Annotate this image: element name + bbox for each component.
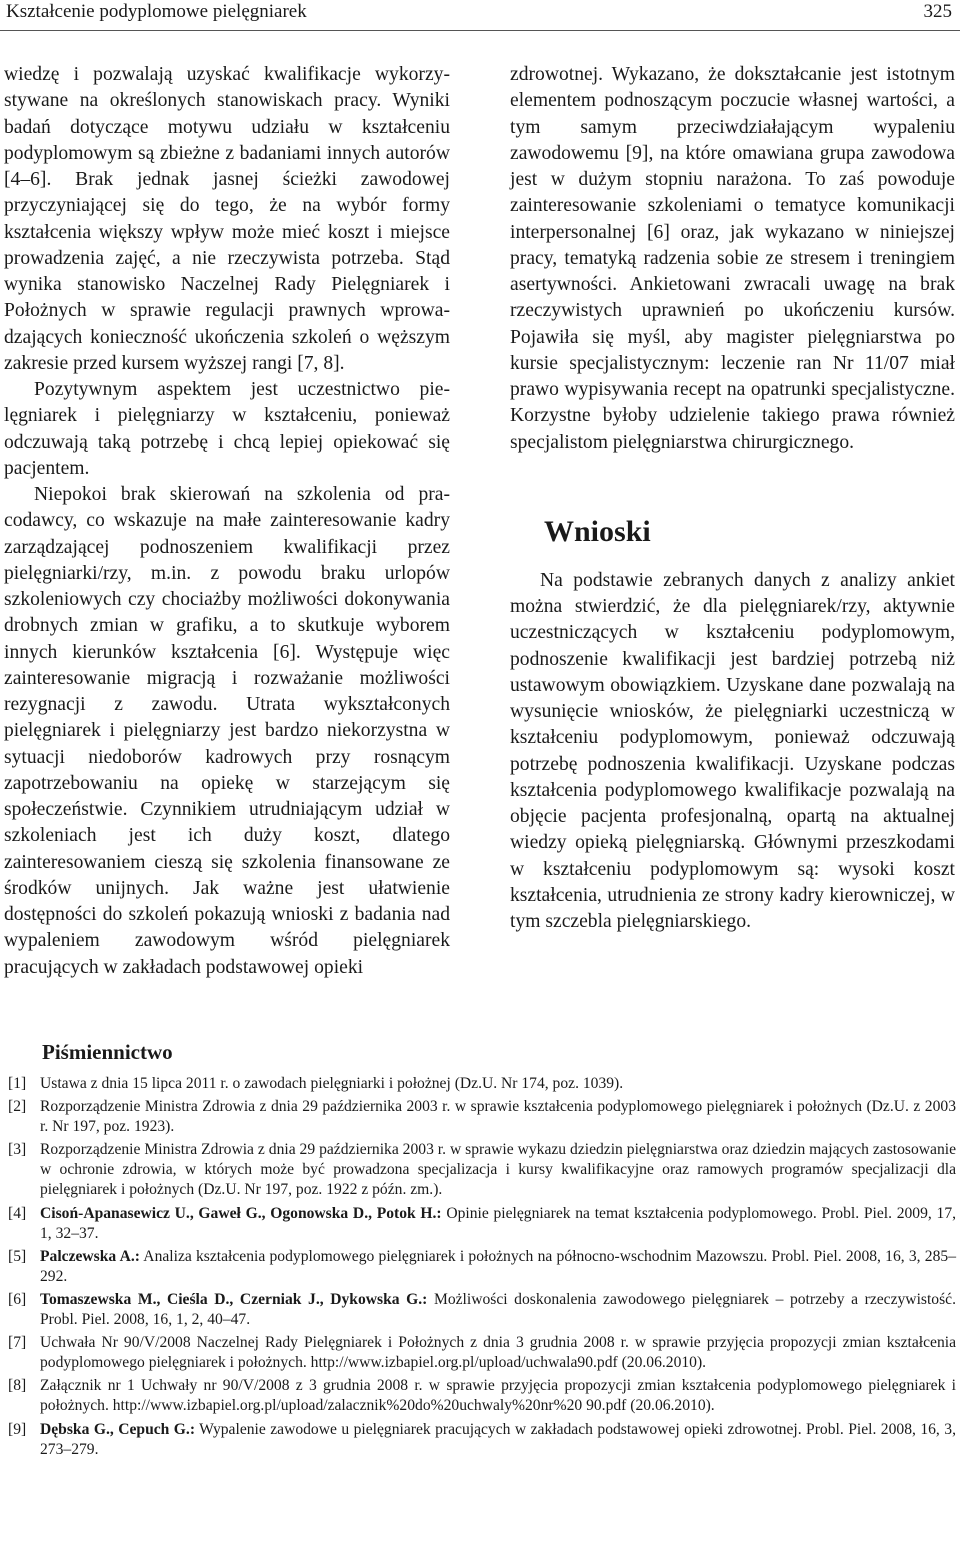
reference-item (4, 1420, 956, 1460)
body-paragraph: zdrowotnej. Wykazano, że dokształcanie jest istotnym elementem podnoszącym poczucie własnej wartości, a tym samym przeciwdziałającym wypaleniu zawodowemu [9], na które omawiana grupa zawodowa jest w dużym stopniu narażona. To zaś powoduje zainteresowanie szkoleniami o tematyce komunikacji interpersonalnej [6] oraz, jak wykazano w niniejszej pracy, tematyką radzenia sobie ze stresem i treningiem asertywności. Ankietowani zwracali uwagę na brak rzeczywistych uprawnień po ukończeniu kursów. Pojawiła się myśl, aby magister pielęgniarstwa po kursie specjalistycznym: leczenie ran Nr 11/07 miał prawo wypisywania recept na opatrunki specjalistyczne. Korzystne byłoby udzielenie takiego prawa również specjalistom pielęgniarstwa chirurgicznego. (510, 64, 955, 453)
reference-item (4, 1247, 956, 1287)
reference-number: [4] (8, 1204, 27, 1222)
reference-number: [1] (8, 1075, 27, 1092)
reference-number: [8] (8, 1377, 27, 1395)
references-list (4, 1074, 956, 1460)
body-paragraph: Niepokoi brak skierowań na szkolenia od pracodawcy, co wskazuje na małe zainteresowanie kadry zarządzającej podnoszeniem kwalifikacji przez pielęgniarki/rzy, m.in. z powodu braku urlopów szkoleniowych czy chociażby możliwości dokonywania drobnych zmian w grafiku, a to skutkuje wyborem innych kierunków kształcenia [6]. Występuje więc zainteresowanie migracją i rozważanie możliwości rezygnacji z zawodu. Utrata wykształconych pielęgniarek i pielęgniarzy jest bardzo niekorzystna w sytuacji niedoborów kadrowych przy rosnącym zapotrzebowaniu na opiekę w starzejącym się społeczeństwie. Czynnikiem utrudniającym udział w szkoleniach jest ich duży koszt, dlatego zainteresowaniem cieszą się szkolenia finansowane ze środków unijnych. Jak ważne jest ułatwienie dostępności do szkoleń pokazują wnioski z badania nad wypaleniem zawodowym wśród pielęgniarek pracujących w zakładach podstawowej opieki (4, 484, 450, 978)
reference-authors: Cisoń-Apanasewicz U., Gaweł G., Ogonowska D., Potok H.: (40, 1204, 442, 1222)
reference-text: Wypalenie zawodowe u pielęgniarek pracujących w zakładach podstawowej opieki zdrowotnej. Probl. Piel. 2008, 16, 3, 273–279. (40, 1420, 956, 1458)
reference-authors: Tomaszewska M., Cieśla D., Czerniak J., Dykowska G.: (40, 1290, 428, 1308)
reference-item (4, 1097, 956, 1137)
left-column (4, 62, 450, 981)
reference-text: Ustawa z dnia 15 lipca 2011 r. o zawodach pielęgniarki i położnej (Dz.U. Nr 174, poz. 1039). (40, 1075, 624, 1092)
reference-number: [9] (8, 1420, 27, 1438)
reference-number: [6] (8, 1290, 27, 1308)
reference-number: [7] (8, 1334, 27, 1352)
section-heading-conclusions: Wnioski (544, 514, 651, 548)
running-header (0, 0, 960, 31)
reference-text: Załącznik nr 1 Uchwały nr 90/V/2008 z 3 grudnia 2008 r. w sprawie przyjęcia propozycji zmian kształcenia podyplomowego pielęgniarek i położnych. http://www.izbapiel.org.pl/upload/zalacznik%20do%20uchwaly%20nr%20 90.pdf (20.06.2010). (40, 1377, 956, 1415)
reference-authors: Dębska G., Cepuch G.: (40, 1420, 196, 1438)
reference-text: Rozporządzenie Ministra Zdrowia z dnia 29 października 2003 r. w sprawie wykazu dziedzin pielęgniarstwa oraz dziedzin mających zastosowanie w ochronie zdrowia, w których może być prowadzona specjalizacja i kursy kwalifikacyjne oraz ramowych programów specjalizacji dla pielęgniarek i położnych (Dz.U. Nr 197, poz. 1922 z późn. zm.). (40, 1141, 956, 1199)
right-column (510, 62, 955, 935)
reference-item (4, 1333, 956, 1373)
reference-text: Analiza kształcenia podyplomowego pielęgniarek i położnych na północno-wschodnim Mazowszu. Probl. Piel. 2008, 16, 3, 285–292. (40, 1247, 956, 1285)
reference-item (4, 1074, 956, 1094)
reference-item (4, 1290, 956, 1330)
reference-text: Uchwała Nr 90/V/2008 Naczelnej Rady Pielęgniarek i Położnych z dnia 3 grudnia 2008 r. w sprawie przyjęcia propozycji zmian kształcenia podyplomowego pielęgniarek i położnych. http://www.izbapiel.org.pl/upload/uchwala90.pdf (20.06.2010). (40, 1334, 956, 1372)
body-paragraph: Pozytywnym aspektem jest uczestnictwo pielęgniarek i pielęgniarzy w kształceniu, ponieważ odczuwają taką potrzebę i chcą lepiej opiekować się pacjentem. (4, 379, 450, 479)
reference-item (4, 1204, 956, 1244)
reference-number: [5] (8, 1247, 27, 1265)
reference-text: Możliwości doskonalenia zawodowego pielęgniarek – potrzeby a rzeczywistość. Probl. Piel. 2008, 16, 1, 2, 40–47. (40, 1290, 956, 1328)
conclusions-paragraph: Na podstawie zebranych danych z analizy ankiet można stwierdzić, że dla pielęgniarek/rzy, aktywnie uczestniczących w kształceniu podyplomowym, podnoszenie kwalifikacji jest bardziej potrzebą niż ustawowym obowiązkiem. Uzyskane dane pozwalają na wysunięcie wniosków, że pielęgniarki uczestniczą w kształceniu podyplomowym, ponieważ odczuwają potrzebę podnoszenia kwalifikacji. Uzyskane podczas kształcenia podyplomowego kwalifikacje pozwalają na objęcie pacjenta profesjonalną, opartą na aktualnej wiedzy opieką pielęgniarską. Głównymi przeszkodami w kształceniu podyplomowym są: wysoki koszt kształcenia, utrudnienia ze strony kadry kierowniczej, w tym szczebla pielęgniarskiego. (510, 569, 955, 932)
reference-item (4, 1376, 956, 1416)
reference-number: [3] (8, 1141, 27, 1159)
reference-item (4, 1140, 956, 1200)
page-number: 325 (923, 1, 952, 22)
references-section (4, 1038, 956, 1463)
running-title: Kształcenie podyplomowe pielęgniarek (6, 1, 307, 22)
reference-number: [2] (8, 1098, 27, 1116)
reference-authors: Palczewska A.: (40, 1247, 140, 1265)
reference-text: Opinie pielęgniarek na temat kształcenia podyplomowego. Probl. Piel. 2009, 17, 1, 32–37. (40, 1204, 957, 1242)
body-paragraph: wiedzę i pozwalają uzyskać kwalifikacje wykorzystywane na określonych stanowiskach pracy. Wyniki badań dotyczące motywu udziału w kształceniu podyplomowym są zbieżne z badaniami innych autorów [4–6]. Brak jednak jasnej ścieżki zawodowej przyczyniającej się do tego, że na wybór formy kształcenia większy wpływ może mieć koszt i miejsce prowadzenia zajęć, a nie rzeczywista potrzeba. Stąd wynika stanowisko Naczelnej Rady Pielęgniarek i Położnych w sprawie regulacji prawnych wprowadzających konieczność ukończenia szkoleń o węższym zakresie przed kursem wyższej rangi [7, 8]. (4, 64, 450, 374)
reference-text: Rozporządzenie Ministra Zdrowia z dnia 29 października 2003 r. w sprawie kształcenia podyplomowego pielęgniarek i położnych (Dz.U. z 2003 r. Nr 197, poz. 1923). (40, 1098, 956, 1136)
references-heading: Piśmiennictwo (42, 1040, 173, 1064)
